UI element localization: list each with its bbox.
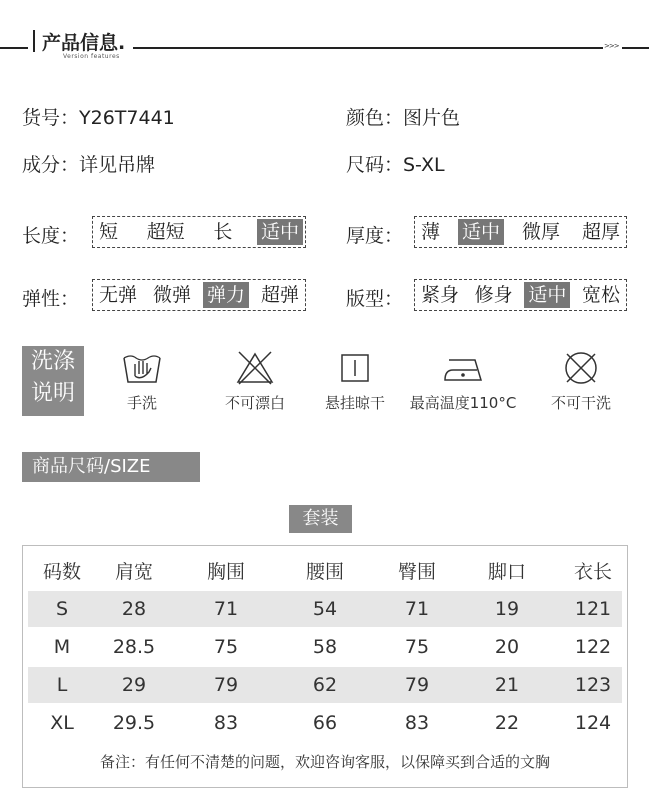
measure-cell: 28 xyxy=(121,598,147,620)
elasticity-option: 弹力 xyxy=(203,282,249,308)
thickness-option: 适中 xyxy=(458,219,504,245)
elasticity-option: 无弹 xyxy=(99,284,138,306)
measure-cell: 75 xyxy=(404,636,430,658)
item-number: 货号：Y26T7441 xyxy=(22,107,175,129)
care-label: 悬挂晾干 xyxy=(324,394,385,412)
care-label: 手洗 xyxy=(126,394,157,412)
no-dry-clean-icon xyxy=(561,350,601,386)
iron-icon xyxy=(441,350,485,386)
table-header-row xyxy=(28,554,622,590)
header-arrows: >>> xyxy=(604,42,619,50)
measure-cell: 124 xyxy=(574,712,612,734)
measure-cell: 122 xyxy=(574,636,612,658)
wash-title xyxy=(22,346,84,416)
size-range-info: 尺码：S-XL xyxy=(346,154,445,176)
care-label: 不可干洗 xyxy=(550,394,611,412)
size-code-cell: 码数 xyxy=(42,561,81,583)
size-code-cell: XL xyxy=(50,712,74,734)
measure-cell: 28.5 xyxy=(112,636,156,658)
size-note: 备注：有任何不清楚的问题，欢迎咨询客服，以保障买到合适的文胸 xyxy=(99,753,550,771)
no-bleach-icon xyxy=(235,350,275,386)
measure-cell: 71 xyxy=(404,598,430,620)
page-title: 产品信息. xyxy=(42,32,126,54)
table-row xyxy=(28,591,622,627)
header-rule-right xyxy=(133,47,603,49)
length-options xyxy=(92,216,306,248)
thickness-option: 微厚 xyxy=(521,221,560,243)
measure-cell: 62 xyxy=(312,674,338,696)
care-no-bleach xyxy=(214,350,296,413)
table-row xyxy=(28,667,622,703)
page-subtitle: Version features xyxy=(63,53,120,60)
length-label: 长度： xyxy=(22,225,80,247)
fit-option: 宽松 xyxy=(581,284,620,306)
fit-option: 紧身 xyxy=(421,284,460,306)
measure-cell: 83 xyxy=(213,712,239,734)
measure-cell: 20 xyxy=(494,636,520,658)
thickness-option: 超厚 xyxy=(581,221,620,243)
measure-cell: 75 xyxy=(213,636,239,658)
measure-cell: 胸围 xyxy=(206,561,245,583)
size-code-cell: S xyxy=(55,598,69,620)
measure-cell: 衣长 xyxy=(573,561,612,583)
set-label: 套装 xyxy=(289,505,352,533)
size-code-cell: M xyxy=(53,636,71,658)
care-hang-dry xyxy=(310,350,400,413)
header-rule-end xyxy=(622,47,649,49)
measure-cell: 79 xyxy=(404,674,430,696)
care-hand-wash xyxy=(110,350,174,413)
color-info: 颜色：图片色 xyxy=(346,107,461,129)
measure-cell: 臀围 xyxy=(397,561,436,583)
fit-option: 修身 xyxy=(474,284,513,306)
thickness-option: 薄 xyxy=(421,221,441,243)
thickness-options xyxy=(414,216,627,248)
measure-cell: 21 xyxy=(494,674,520,696)
care-no-dry-clean xyxy=(540,350,622,413)
measure-cell: 肩宽 xyxy=(114,561,153,583)
care-iron xyxy=(402,350,524,413)
measure-cell: 66 xyxy=(312,712,338,734)
measure-cell: 79 xyxy=(213,674,239,696)
table-row xyxy=(28,629,622,665)
measure-cell: 123 xyxy=(574,674,612,696)
length-option: 短 xyxy=(99,221,119,243)
measure-cell: 29 xyxy=(121,674,147,696)
measure-cell: 腰围 xyxy=(305,561,344,583)
wash-title-line2: 说明 xyxy=(30,381,75,406)
care-label: 最高温度110°C xyxy=(409,394,517,412)
elasticity-options xyxy=(92,279,306,311)
elasticity-option: 超弹 xyxy=(260,284,299,306)
hang-dry-icon xyxy=(339,350,371,386)
measure-cell: 22 xyxy=(494,712,520,734)
measure-cell: 19 xyxy=(494,598,520,620)
wash-title-line1: 洗涤 xyxy=(30,349,75,374)
material-info: 成分：详见吊牌 xyxy=(22,154,156,176)
measure-cell: 29.5 xyxy=(112,712,156,734)
size-table xyxy=(22,545,628,788)
length-option: 长 xyxy=(213,221,233,243)
length-option: 适中 xyxy=(257,219,303,245)
header-rule-left xyxy=(0,47,28,49)
elasticity-option: 微弹 xyxy=(152,284,191,306)
fit-option: 适中 xyxy=(524,282,570,308)
size-code-cell: L xyxy=(56,674,68,696)
measure-cell: 71 xyxy=(213,598,239,620)
measure-cell: 83 xyxy=(404,712,430,734)
measure-cell: 58 xyxy=(312,636,338,658)
thickness-label: 厚度： xyxy=(346,225,404,247)
measure-cell: 121 xyxy=(574,598,612,620)
size-section-title: 商品尺码/SIZE xyxy=(22,452,200,482)
hand-wash-icon xyxy=(120,350,164,386)
care-label: 不可漂白 xyxy=(224,394,285,412)
measure-cell: 脚口 xyxy=(487,561,526,583)
header-accent-bar xyxy=(33,30,35,52)
length-option: 超短 xyxy=(146,221,185,243)
elasticity-label: 弹性： xyxy=(22,288,80,310)
table-row xyxy=(28,705,622,741)
measure-cell: 54 xyxy=(312,598,338,620)
fit-label: 版型： xyxy=(346,288,404,310)
fit-options xyxy=(414,279,627,311)
